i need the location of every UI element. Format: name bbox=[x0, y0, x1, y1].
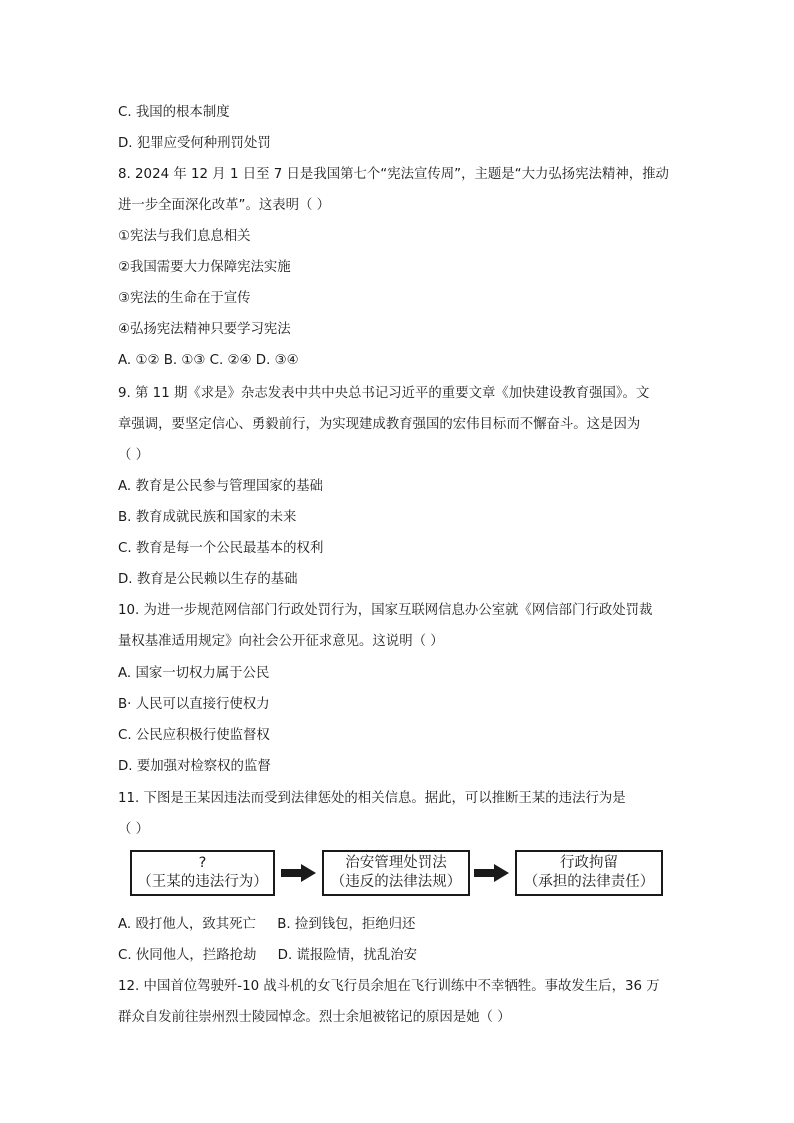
q10-option-c: C. 公民应积极行使监督权 bbox=[118, 728, 270, 743]
q9-option-d: D. 教育是公民赖以生存的基础 bbox=[118, 572, 298, 587]
q8-statement-1: ①宪法与我们息息相关 bbox=[118, 229, 251, 244]
q12-stem-line1: 12. 中国首位驾驶歼-10 战斗机的女飞行员余旭在飞行训练中不幸牺牲。事故发生后，36 万 bbox=[118, 979, 660, 994]
q10-option-d: D. 要加强对检察权的监督 bbox=[118, 759, 271, 774]
flow-box-violation bbox=[130, 850, 275, 896]
flow-box-violation-title: ? bbox=[198, 855, 207, 871]
q10-option-b: B· 人民可以直接行使权力 bbox=[118, 697, 270, 712]
q7-option-c: C. 我国的根本制度 bbox=[118, 105, 230, 120]
flow-box-liability-note: （承担的法律责任） bbox=[523, 874, 655, 890]
q8-stem-line1: 8. 2024 年 12 月 1 日至 7 日是我国第七个“宪法宣传周”，主题是“大力弘扬宪法精神，推动 bbox=[118, 167, 669, 182]
q7-option-d: D. 犯罪应受何种刑罚处罚 bbox=[118, 136, 271, 151]
flow-box-liability bbox=[515, 850, 663, 896]
q10-option-a: A. 国家一切权力属于公民 bbox=[118, 666, 270, 681]
q9-stem-line3: （ ） bbox=[118, 448, 150, 463]
flow-box-liability-title: 行政拘留 bbox=[560, 855, 618, 871]
q8-statement-3: ③宪法的生命在于宣传 bbox=[118, 291, 251, 306]
q8-options: A. ①② B. ①③ C. ②④ D. ③④ bbox=[118, 353, 299, 368]
q10-stem-line2: 量权基准适用规定》向社会公开征求意见。这说明（ ） bbox=[118, 634, 444, 649]
q9-stem-line1: 9. 第 11 期《求是》杂志发表中共中央总书记习近平的重要文章《加快建设教育强国》。文 bbox=[118, 386, 650, 401]
q9-option-c: C. 教育是每一个公民最基本的权利 bbox=[118, 541, 324, 556]
q9-option-a: A. 教育是公民参与管理国家的基础 bbox=[118, 479, 323, 494]
q11-options-row2: C. 伙同他人，拦路抢劫 D. 谎报险情，扰乱治安 bbox=[118, 948, 417, 963]
q8-statement-2: ②我国需要大力保障宪法实施 bbox=[118, 260, 291, 275]
q9-option-b: B. 教育成就民族和国家的未来 bbox=[118, 510, 297, 525]
q12-stem-line2: 群众自发前往崇州烈士陵园悼念。烈士余旭被铭记的原因是她（ ） bbox=[118, 1010, 511, 1025]
flow-box-law bbox=[322, 850, 470, 896]
flow-box-violation-note: （王某的违法行为） bbox=[137, 874, 268, 890]
flow-arrow-1 bbox=[281, 863, 317, 883]
flow-box-law-note: （违反的法律法规） bbox=[330, 874, 462, 890]
q11-stem-line1: 11. 下图是王某因违法而受到法律惩处的相关信息。据此，可以推断王某的违法行为是 bbox=[118, 791, 626, 806]
flow-box-law-title: 治安管理处罚法 bbox=[345, 855, 447, 871]
q8-statement-4: ④弘扬宪法精神只要学习宪法 bbox=[118, 322, 291, 337]
flow-arrow-2 bbox=[474, 863, 510, 883]
q8-stem-line2: 进一步全面深化改革”。这表明（ ） bbox=[118, 198, 331, 213]
q10-stem-line1: 10. 为进一步规范网信部门行政处罚行为，国家互联网信息办公室就《网信部门行政处罚裁 bbox=[118, 603, 653, 618]
q11-options-row1: A. 殴打他人，致其死亡 B. 捡到钱包，拒绝归还 bbox=[118, 917, 416, 932]
q9-stem-line2: 章强调，要坚定信心、勇毅前行，为实现建成教育强国的宏伟目标而不懈奋斗。这是因为 bbox=[118, 417, 641, 432]
q11-stem-line2: （ ） bbox=[118, 822, 150, 837]
